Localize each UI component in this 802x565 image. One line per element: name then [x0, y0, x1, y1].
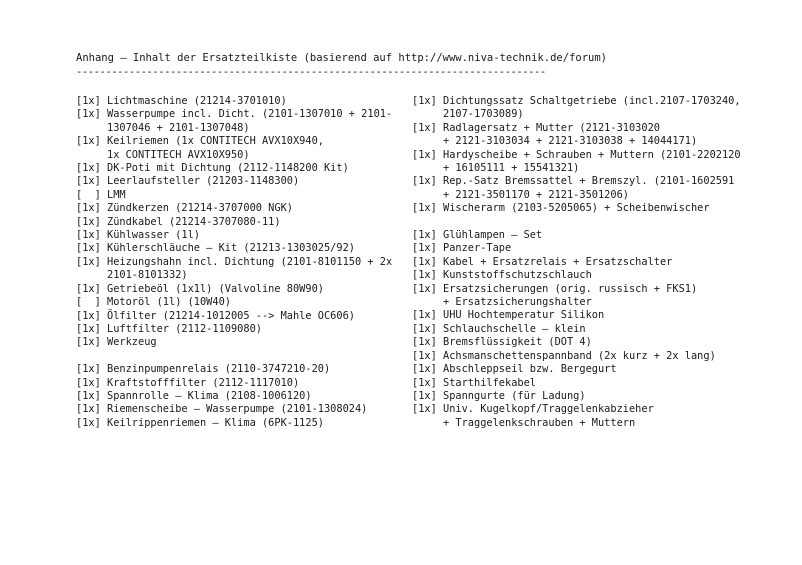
list-item: [ ] Motoröl (1l) (10W40) [76, 296, 231, 309]
group-spacer [76, 350, 406, 363]
list-item: [1x] Wasserpumpe incl. Dicht. (2101-1307010 + 2101- [76, 108, 393, 121]
list-item-continuation: + Traggelenkschrauben + Muttern [412, 416, 636, 429]
right-column [412, 95, 742, 430]
list-item: [1x] Achsmanschettenspannband (2x kurz + 2x lang) [412, 349, 716, 362]
list-item: [1x] UHU Hochtemperatur Silikon [412, 309, 605, 322]
left-column [76, 95, 406, 430]
list-item: [1x] Zündkerzen (21214-3707000 NGK) [76, 202, 293, 215]
list-item: [1x] Radlagersatz + Mutter (2121-3103020 [412, 121, 660, 134]
list-item: [1x] Zündkabel (21214-3707080-11) [76, 215, 281, 228]
list-item: [1x] Ölfilter (21214-1012005 --> Mahle OC606) [76, 309, 355, 322]
document-title: Anhang – Inhalt der Ersatzteilkiste (basierend auf http://www.niva-technik.de/forum) [76, 52, 608, 64]
header-divider: -------------------------------------------------------------------------------- [76, 66, 546, 78]
list-item: [1x] Abschleppseil bzw. Bergegurt [412, 363, 617, 376]
list-item: [1x] Spannrolle – Klima (2108-1006120) [76, 389, 312, 402]
list-item: [1x] Kabel + Ersatzrelais + Ersatzschalter [412, 255, 673, 268]
list-item: [1x] Riemenscheibe – Wasserpumpe (2101-1308024) [76, 403, 368, 416]
list-item: [1x] Keilrippenriemen – Klima (6PK-1125) [76, 416, 324, 429]
list-item: [1x] Benzinpumpenrelais (2110-3747210-20) [76, 363, 331, 376]
list-item: [1x] Kunststoffschutzschlauch [412, 269, 592, 282]
list-item: [1x] Schlauchschelle – klein [412, 322, 586, 335]
list-item-continuation: + Ersatzsicherungshalter [412, 296, 592, 309]
list-item: [1x] Wischerarm (2103-5205065) + Scheibenwischer [412, 202, 710, 215]
list-item-continuation: 1x CONTITECH AVX10X950) [76, 148, 250, 161]
list-item-continuation: + 2121-3103034 + 2121-3103038 + 14044171) [412, 135, 698, 148]
list-item: [1x] Keilriemen (1x CONTITECH AVX10X940, [76, 135, 324, 148]
list-item: [1x] Getriebeöl (1x1l) (Valvoline 80W90) [76, 282, 324, 295]
list-item: [1x] Dichtungssatz Schaltgetriebe (incl.2107-1703240, [412, 95, 741, 107]
list-item: [1x] Panzer-Tape [412, 242, 512, 255]
left-group-2 [76, 363, 406, 430]
list-item: [1x] Luftfilter (2112-1109080) [76, 322, 262, 335]
list-item: [1x] Starthilfekabel [412, 376, 536, 389]
right-group-1 [412, 95, 742, 216]
list-item: [1x] Hardyscheibe + Schrauben + Muttern (2101-2202120 [412, 148, 741, 161]
list-item: [1x] Rep.-Satz Bremssattel + Bremszyl. (2101-1602591 [412, 175, 735, 188]
group-spacer [412, 216, 742, 229]
list-item: [1x] Spanngurte (für Ladung) [412, 389, 586, 402]
list-item-continuation: 2107-1703089) [412, 108, 524, 121]
list-item: [1x] Kühlerschläuche – Kit (21213-1303025/92) [76, 242, 355, 255]
list-item: [1x] Univ. Kugelkopf/Traggelenkabzieher [412, 403, 654, 416]
list-item: [1x] DK-Poti mit Dichtung (2112-1148200 Kit) [76, 162, 349, 175]
list-item-continuation: + 16105111 + 15541321) [412, 162, 580, 175]
right-group-2 [412, 229, 742, 430]
list-item: [1x] Lichtmaschine (21214-3701010) [76, 95, 287, 107]
list-item-continuation: 1307046 + 2101-1307048) [76, 121, 250, 134]
list-item: [1x] Bremsflüssigkeit (DOT 4) [412, 336, 592, 349]
list-item: [1x] Glühlampen – Set [412, 229, 543, 242]
list-item: [1x] Kühlwasser (1l) [76, 229, 200, 242]
list-item: [ ] LMM [76, 188, 126, 201]
list-item: [1x] Heizungshahn incl. Dichtung (2101-8101150 + 2x [76, 255, 393, 268]
list-item: [1x] Werkzeug [76, 336, 157, 349]
list-item: [1x] Ersatzsicherungen (orig. russisch + FKS1) [412, 282, 698, 295]
left-group-1 [76, 95, 406, 350]
list-item: [1x] Kraftstofffilter (2112-1117010) [76, 376, 300, 389]
list-item-continuation: + 2121-3501170 + 2121-3501206) [412, 188, 629, 201]
list-item: [1x] Leerlaufsteller (21203-1148300) [76, 175, 300, 188]
list-item-continuation: 2101-8101332) [76, 269, 188, 282]
